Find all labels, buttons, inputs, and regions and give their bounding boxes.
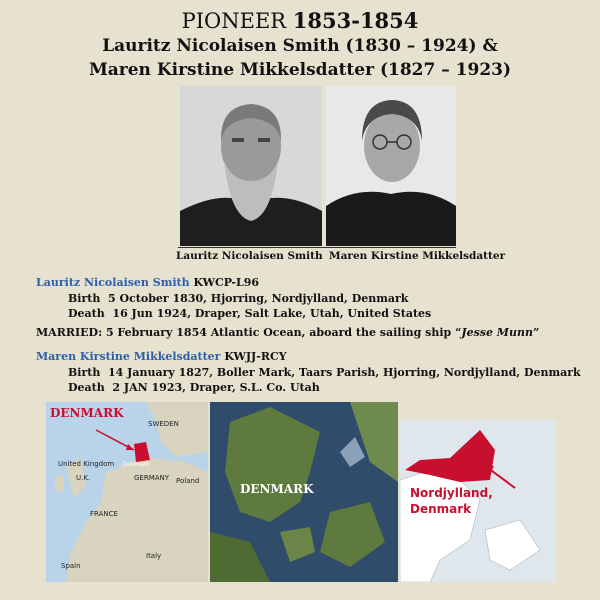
satellite-map (210, 402, 398, 582)
region-map-label-2: Denmark (410, 502, 472, 516)
death-value: 16 Jun 1924, Draper, Salt Lake, Utah, United States (112, 307, 432, 320)
europe-map (46, 402, 208, 582)
birth-value: 14 January 1827, Boller Mark, Taars Parish, Hjorring, Nordjylland, Denmark (108, 366, 581, 379)
portrait-maren (326, 86, 456, 246)
maren-id: KWJJ-RCY (224, 350, 287, 363)
label-sweden: SWEDEN (148, 420, 179, 428)
title-pioneer (0, 8, 600, 33)
caption-maren: Maren Kirstine Mikkelsdatter (329, 250, 506, 262)
maren-birth (68, 366, 581, 379)
portrait-lauritz (180, 86, 322, 246)
maren-death (68, 381, 320, 394)
maren-heading (36, 350, 287, 363)
satellite-map-label: DENMARK (240, 482, 314, 496)
death-label: Death (68, 307, 105, 320)
birth-label: Birth (68, 292, 101, 305)
europe-map-label: DENMARK (50, 406, 124, 420)
title-wife: Maren Kirstine Mikkelsdatter (1827 – 1923) (88, 60, 512, 80)
birth-value: 5 October 1830, Hjorring, Nordjylland, Denmark (108, 292, 409, 305)
caption-lauritz: Lauritz Nicolaisen Smith (176, 250, 323, 262)
label-france: FRANCE (90, 510, 118, 518)
death-value: 2 JAN 1923, Draper, S.L. Co. Utah (112, 381, 320, 394)
title-years: 1853-1854 (292, 8, 419, 33)
lauritz-id: KWCP-L96 (193, 276, 260, 289)
title-husband: Lauritz Nicolaisen Smith (1830 – 1924) & (102, 36, 498, 56)
label-united-kingdom: United Kingdom (58, 460, 115, 468)
photo-divider (178, 247, 456, 248)
label-germany: GERMANY (134, 474, 170, 482)
married-close: ” (532, 326, 540, 339)
region-map (400, 420, 556, 582)
region-map-label-1: Nordjylland, (410, 486, 493, 500)
lauritz-heading (36, 276, 259, 289)
label-poland: Poland (176, 477, 200, 485)
death-label: Death (68, 381, 105, 394)
married-text: MARRIED: 5 February 1854 Atlantic Ocean, aboard the sailing ship “ (36, 326, 462, 339)
birth-label: Birth (68, 366, 101, 379)
label-denmark-small: Denmark (122, 461, 150, 468)
ship-name: Jesse Munn (461, 326, 533, 339)
title-pioneer-word: PIONEER (181, 9, 287, 33)
lauritz-death (68, 307, 431, 320)
lauritz-name-link[interactable]: Lauritz Nicolaisen Smith (36, 276, 190, 289)
label-italy: Italy (146, 552, 162, 560)
lauritz-birth (68, 292, 408, 305)
married-line (36, 326, 539, 339)
maren-name-link[interactable]: Maren Kirstine Mikkelsdatter (36, 350, 221, 363)
label-uk: U.K. (76, 474, 91, 482)
label-spain: Spain (61, 562, 81, 570)
